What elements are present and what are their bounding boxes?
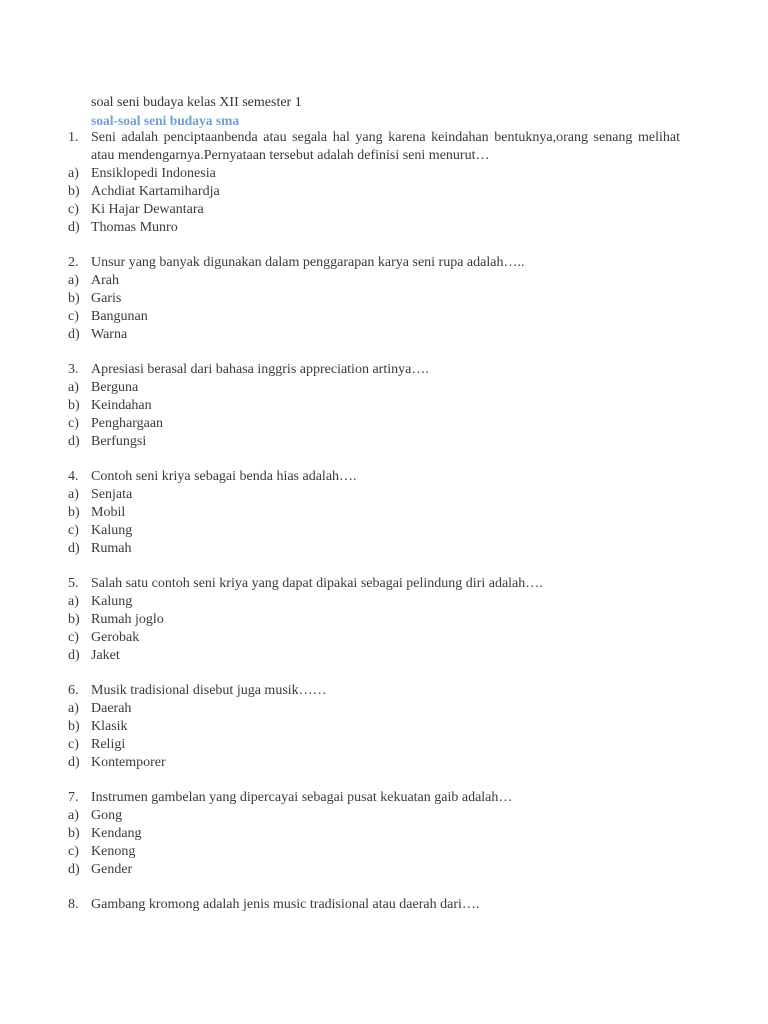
option-text: Mobil [91, 505, 126, 520]
option-text: Gong [91, 808, 123, 823]
option-letter: c) [68, 523, 79, 538]
answer-option [68, 397, 680, 415]
option-letter: c) [68, 416, 79, 431]
answer-option [68, 736, 680, 754]
question-number: 2. [68, 255, 79, 270]
option-letter: c) [68, 844, 79, 859]
option-letter: a) [68, 594, 79, 609]
question-number: 1. [68, 130, 79, 145]
answer-option [68, 807, 680, 825]
question-list [68, 129, 680, 931]
question-text: Seni adalah penciptaanbenda atau segala hal yang karena keindahan bentuknya,orang senang melihat atau mendengarnya.Pernyataan tersebut adalah definisi seni menurut… [91, 130, 680, 163]
answer-option [68, 219, 680, 237]
option-letter: b) [68, 398, 80, 413]
question-text: Salah satu contoh seni kriya yang dapat dipakai sebagai pelindung diri adalah…. [91, 576, 543, 591]
answer-option [68, 201, 680, 219]
option-text: Penghargaan [91, 416, 164, 431]
answer-option [68, 754, 680, 772]
question-text: Contoh seni kriya sebagai benda hias adalah…. [91, 469, 357, 484]
option-text: Gender [91, 862, 133, 877]
option-text: Kenong [91, 844, 136, 859]
question-row [68, 254, 680, 272]
option-text: Klasik [91, 719, 128, 734]
option-text: Warna [91, 327, 128, 342]
option-letter: a) [68, 808, 79, 823]
option-text: Achdiat Kartamihardja [91, 184, 220, 199]
answer-option [68, 843, 680, 861]
answer-option [68, 861, 680, 879]
option-text: Berfungsi [91, 434, 147, 449]
option-text: Kendang [91, 826, 142, 841]
option-letter: d) [68, 755, 80, 770]
question-text: Gambang kromong adalah jenis music tradisional atau daerah dari…. [91, 897, 480, 912]
option-letter: a) [68, 273, 79, 288]
answer-option [68, 825, 680, 843]
option-letter: d) [68, 648, 80, 663]
option-letter: b) [68, 505, 80, 520]
answer-option [68, 486, 680, 504]
option-text: Kalung [91, 594, 133, 609]
question-5 [68, 575, 680, 665]
question-3 [68, 361, 680, 451]
option-text: Rumah joglo [91, 612, 164, 627]
option-letter: d) [68, 434, 80, 449]
option-letter: a) [68, 380, 79, 395]
document-title: soal seni budaya kelas XII semester 1 [91, 95, 302, 110]
question-number: 6. [68, 683, 79, 698]
answer-option [68, 522, 680, 540]
question-2 [68, 254, 680, 344]
option-letter: b) [68, 612, 80, 627]
option-text: Garis [91, 291, 122, 306]
option-letter: d) [68, 327, 80, 342]
option-letter: c) [68, 737, 79, 752]
option-letter: b) [68, 184, 80, 199]
option-text: Bangunan [91, 309, 148, 324]
answer-option [68, 647, 680, 665]
question-number: 3. [68, 362, 79, 377]
option-letter: c) [68, 202, 79, 217]
option-letter: b) [68, 826, 80, 841]
option-letter: b) [68, 291, 80, 306]
answer-option [68, 183, 680, 201]
option-text: Daerah [91, 701, 132, 716]
document-subtitle: soal-soal seni budaya sma [91, 113, 240, 128]
option-letter: a) [68, 487, 79, 502]
option-text: Ensiklopedi Indonesia [91, 166, 216, 181]
answer-option [68, 379, 680, 397]
question-number: 8. [68, 897, 79, 912]
answer-option [68, 504, 680, 522]
answer-option [68, 433, 680, 451]
option-text: Rumah [91, 541, 132, 556]
answer-option [68, 272, 680, 290]
question-4 [68, 468, 680, 558]
answer-option [68, 290, 680, 308]
question-6 [68, 682, 680, 772]
option-letter: a) [68, 166, 79, 181]
question-number: 4. [68, 469, 79, 484]
question-text: Instrumen gambelan yang dipercayai sebagai pusat kekuatan gaib adalah… [91, 790, 513, 805]
option-text: Thomas Munro [91, 220, 178, 235]
option-text: Kalung [91, 523, 133, 538]
option-text: Jaket [91, 648, 120, 663]
option-text: Religi [91, 737, 126, 752]
question-row [68, 129, 680, 165]
option-letter: d) [68, 220, 80, 235]
question-row [68, 361, 680, 379]
question-number: 5. [68, 576, 79, 591]
question-1 [68, 129, 680, 237]
question-text: Apresiasi berasal dari bahasa inggris appreciation artinya…. [91, 362, 429, 377]
option-text: Kontemporer [91, 755, 166, 770]
option-text: Ki Hajar Dewantara [91, 202, 204, 217]
question-row [68, 896, 680, 914]
option-text: Senjata [91, 487, 133, 502]
option-letter: d) [68, 862, 80, 877]
answer-option [68, 540, 680, 558]
question-text: Unsur yang banyak digunakan dalam penggarapan karya seni rupa adalah….. [91, 255, 525, 270]
option-letter: b) [68, 719, 80, 734]
option-text: Keindahan [91, 398, 152, 413]
question-8 [68, 896, 680, 914]
question-text: Musik tradisional disebut juga musik…… [91, 683, 327, 698]
answer-option [68, 165, 680, 183]
option-text: Berguna [91, 380, 139, 395]
answer-option [68, 326, 680, 344]
question-row [68, 575, 680, 593]
option-text: Arah [91, 273, 119, 288]
question-row [68, 789, 680, 807]
answer-option [68, 629, 680, 647]
option-letter: c) [68, 309, 79, 324]
answer-option [68, 611, 680, 629]
option-letter: c) [68, 630, 79, 645]
option-text: Gerobak [91, 630, 140, 645]
answer-option [68, 593, 680, 611]
question-row [68, 468, 680, 486]
question-number: 7. [68, 790, 79, 805]
answer-option [68, 308, 680, 326]
option-letter: a) [68, 701, 79, 716]
option-letter: d) [68, 541, 80, 556]
answer-option [68, 700, 680, 718]
question-row [68, 682, 680, 700]
question-7 [68, 789, 680, 879]
answer-option [68, 718, 680, 736]
answer-option [68, 415, 680, 433]
